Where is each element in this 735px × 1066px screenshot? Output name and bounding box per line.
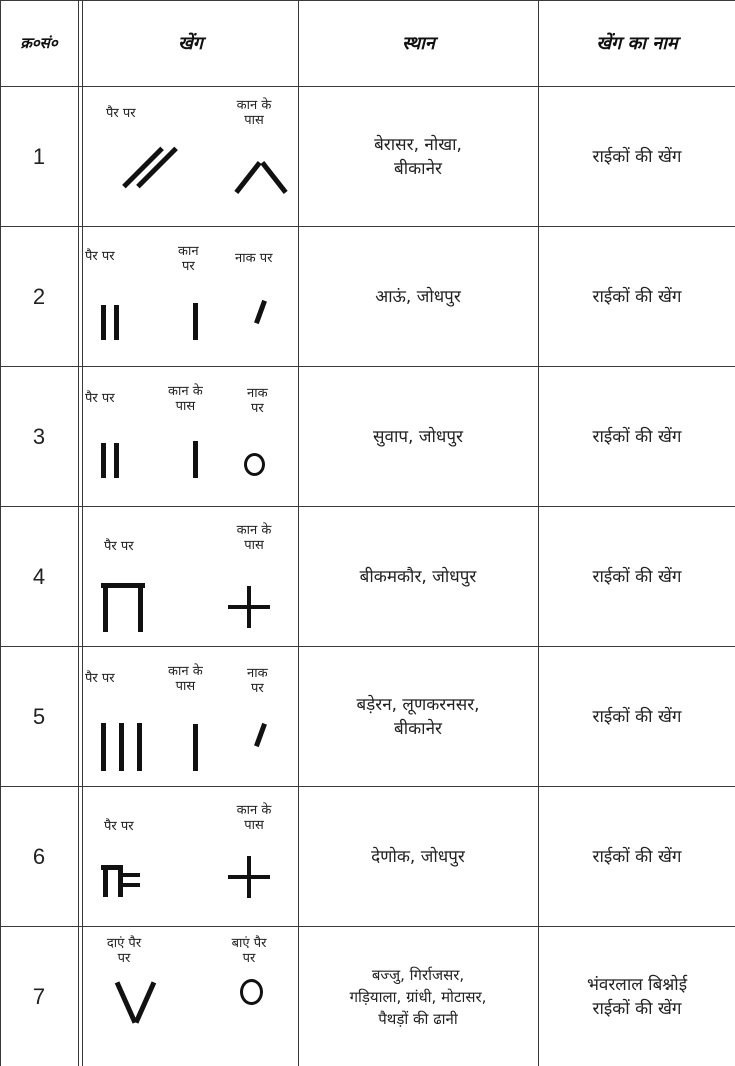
brand-mark-cell [84,787,296,926]
mark-label: कान के पास [168,384,203,414]
circle-icon [244,453,265,476]
header-place: स्थान [402,33,435,54]
serial-number: 2 [32,283,46,309]
mark-label: पैर पर [104,819,134,834]
mark-name: राईकों की खेंग [592,286,682,307]
mark-name: राईकों की खेंग [592,566,682,587]
mark-name: राईकों की खेंग [592,706,682,727]
single-bar-icon [193,441,198,478]
brand-mark-cell [84,647,296,786]
place-text: आऊं, जोधपुर [375,286,461,307]
table-row [0,927,735,1066]
brand-mark-cell [84,507,296,646]
serial-number: 4 [32,563,46,589]
mark-label: पैर पर [85,249,115,264]
brand-mark-cell [84,227,296,366]
table-row [0,507,735,646]
mark-label: पैर पर [104,539,134,554]
table-row [0,647,735,786]
serial-number: 3 [32,423,46,449]
mark-label: दाएं पैर पर [106,936,142,966]
mark-label: कान के पास [236,803,272,833]
place-text: बेरासर, नोखा, बीकानेर [374,134,462,179]
short-slash-icon [254,723,267,747]
mark-label: कान के पास [236,98,272,128]
mark-label: कान पर [178,244,199,274]
single-bar-icon [193,303,198,340]
mark-name: राईकों की खेंग [592,846,682,867]
table-row [0,87,735,226]
single-bar-icon [193,724,198,771]
table-row [0,227,735,366]
serial-number: 6 [32,843,46,869]
mark-label: नाक पर [247,666,268,696]
mark-name: राईकों की खेंग [592,426,682,447]
header-name: खेंग का नाम [596,33,678,54]
place-text: बड़ेरन, लूणकरनसर, बीकानेर [356,694,480,739]
circle-icon [240,979,263,1005]
table-row [0,787,735,926]
mark-label: नाक पर [247,386,268,416]
place-text: बीकमकौर, जोधपुर [359,566,477,587]
mark-label: कान के पास [168,664,203,694]
header-mark: खेंग [178,33,203,54]
serial-number: 1 [32,143,46,169]
mark-label: बाएं पैर पर [231,936,267,966]
place-text: देणोक, जोधपुर [371,846,465,867]
mark-label: पैर पर [85,671,115,686]
header-serial: क्र०सं० [20,34,58,52]
brand-mark-cell [84,927,296,1066]
serial-number: 7 [32,983,46,1009]
short-slash-icon [254,300,267,324]
mark-name: राईकों की खेंग [592,146,682,167]
mark-label: नाक पर [235,251,273,266]
mark-label: कान के पास [236,523,272,553]
table-row [0,367,735,506]
place-text: सुवाप, जोधपुर [373,426,463,447]
mark-name: भंवरलाल बिश्नोई राईकों की खेंग [586,974,688,1019]
place-text: बज्जु, गिर्राजसर, गड़ियाला, ग्रांधी, मोटासर, पैथड़ों की ढानी [349,965,487,1028]
brand-mark-cell [84,367,296,506]
mark-label: पैर पर [106,106,136,121]
mark-label: पैर पर [85,391,115,406]
serial-number: 5 [32,703,46,729]
brand-mark-cell [84,87,296,226]
